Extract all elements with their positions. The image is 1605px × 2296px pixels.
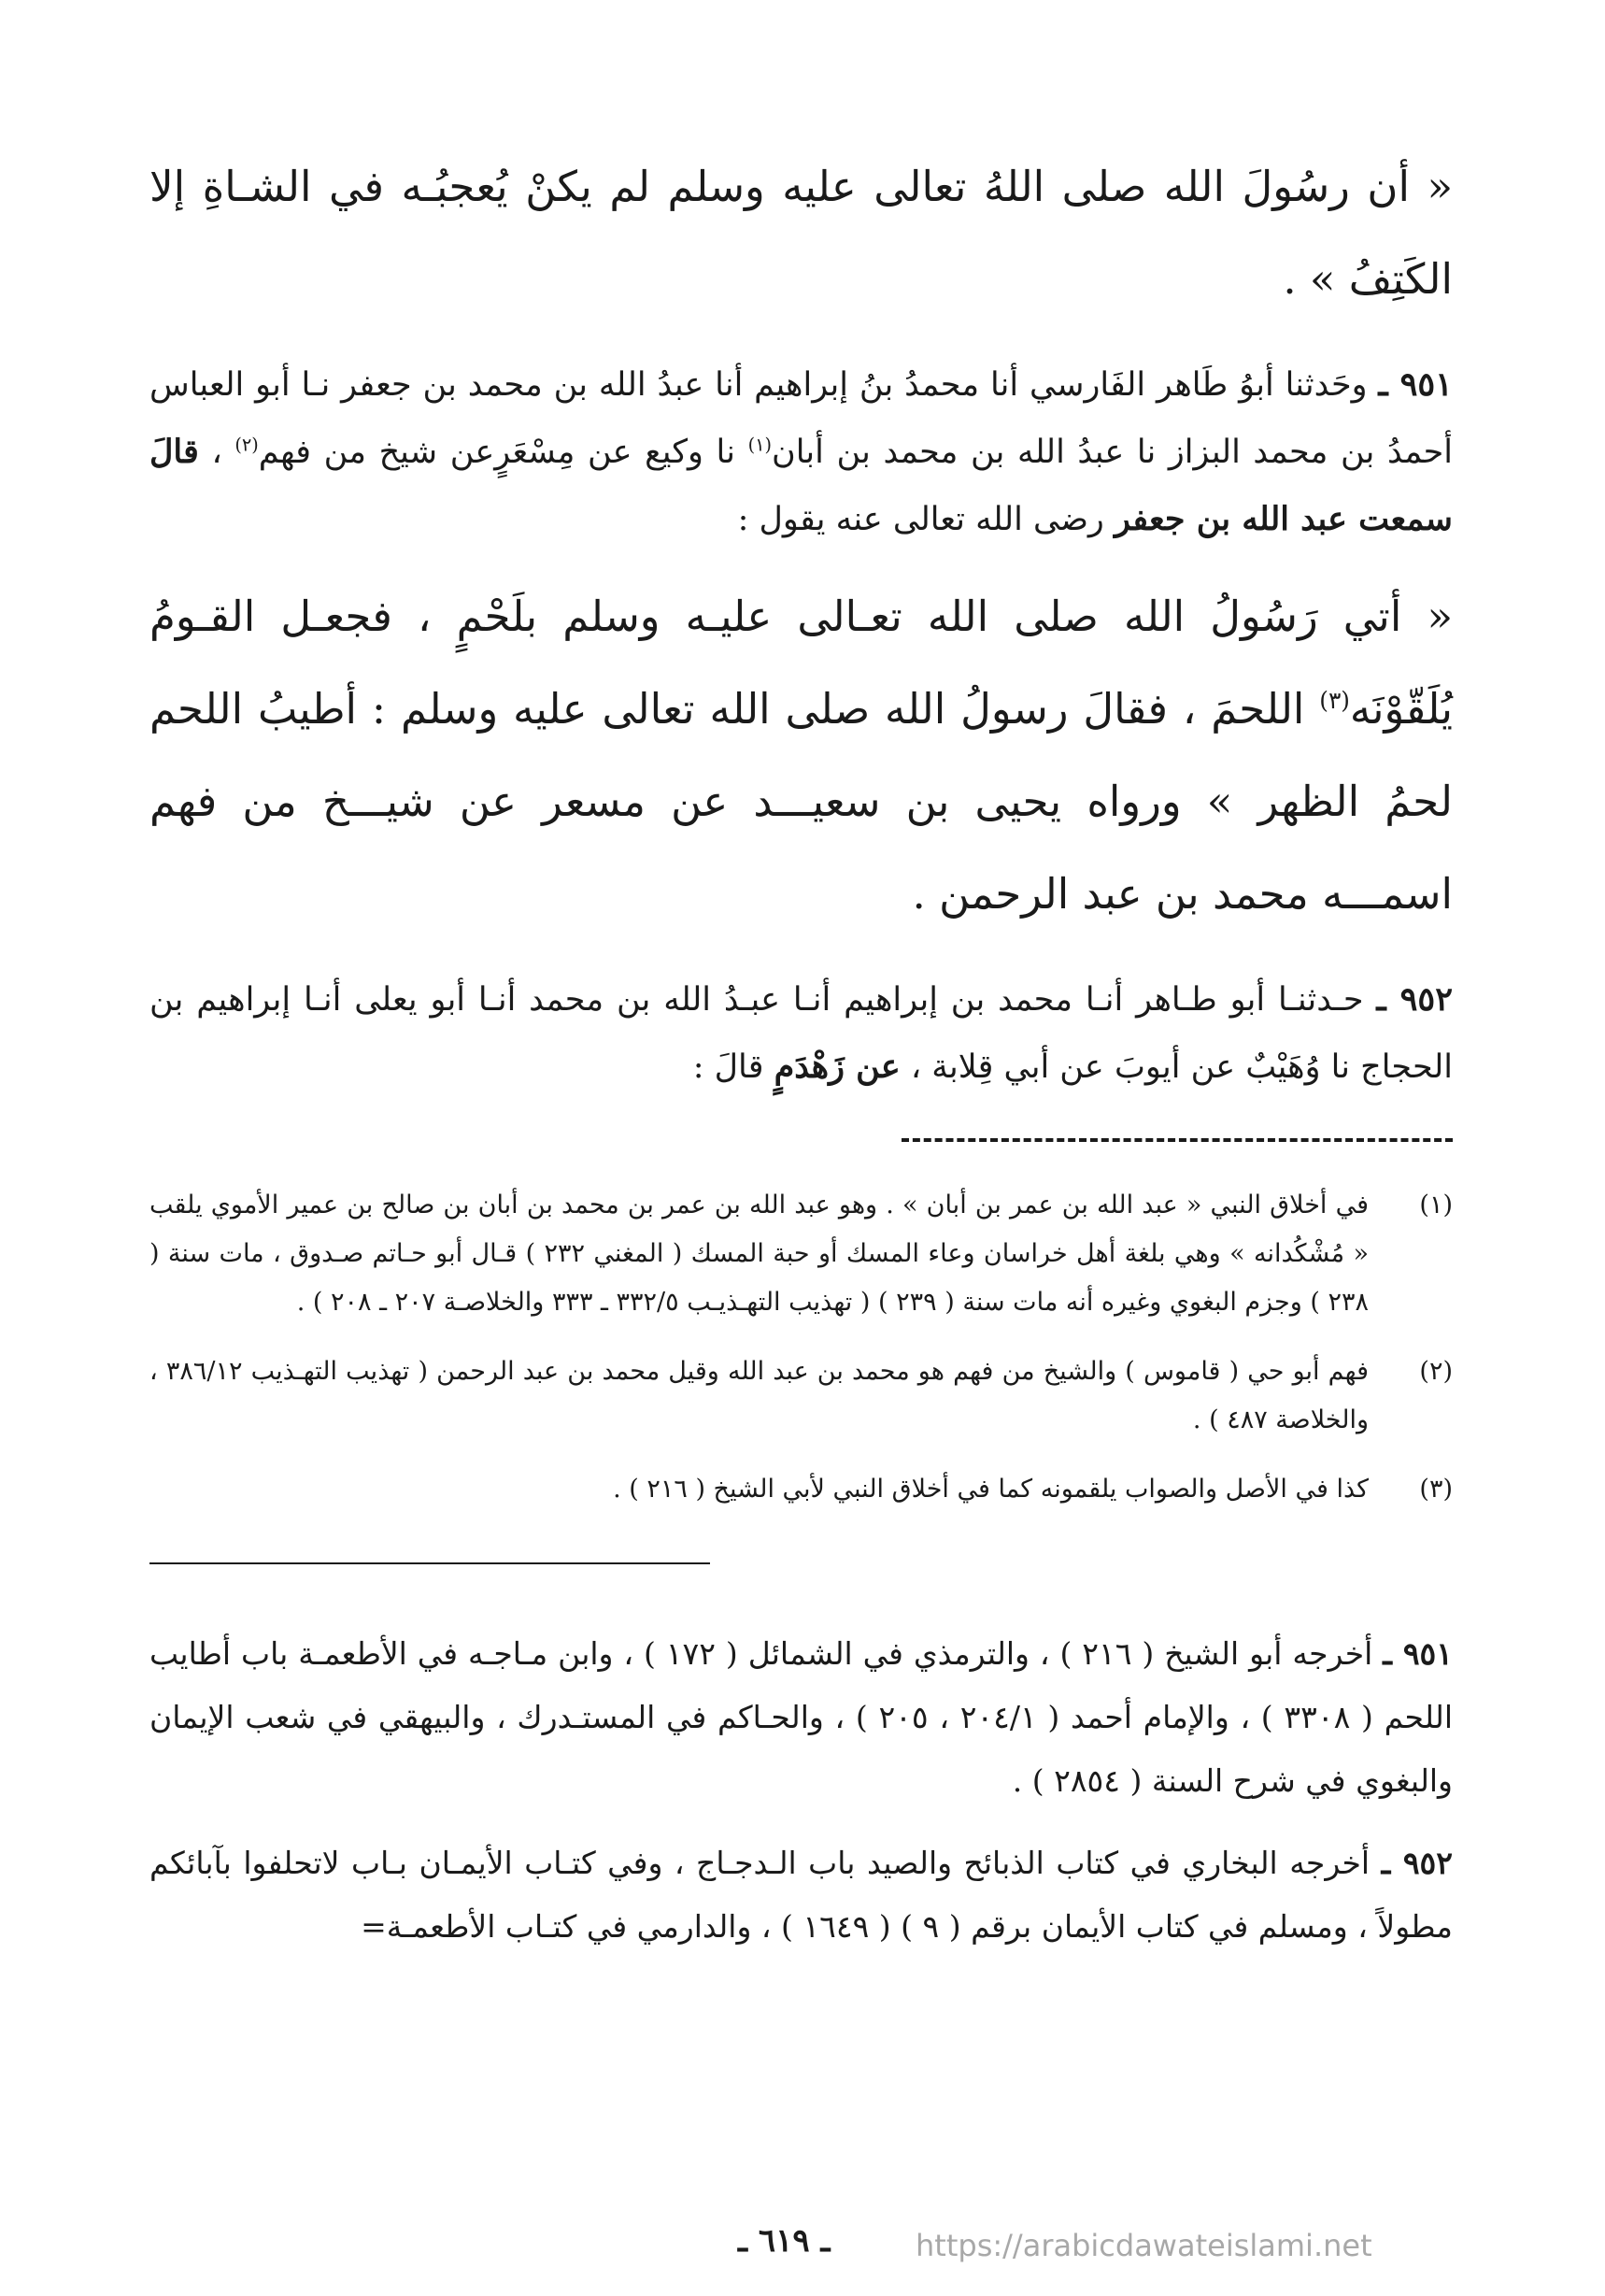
takhrij-separator: [149, 1562, 710, 1564]
hadith-950-matn: [149, 140, 1453, 325]
hadith-951-number: ٩٥١ ـ: [1378, 365, 1453, 404]
footnote-marker: (١): [1419, 1191, 1453, 1219]
takhrij-number: ٩٥٢ ـ: [1381, 1845, 1453, 1881]
footnote-ref-2[interactable]: (٢): [234, 434, 259, 456]
page-content: [149, 140, 1453, 1959]
footnote-text: في أخلاق النبي « عبد الله بن عمر بن أبان » . وهو عبد الله بن عمر بن محمد بن أبان بن صالح بن عمير الأموي يلقب « مُشْكُدانه » وهي بلغة أهل خراسان وعاء المسك أو حبة المسك ( المغني ٢٣٢ ) قـال أبو حـاتم صـدوق ، مات سنة ( ٢٣٨ ) وجزم البغوي وغيره أنه مات سنة ( ٢٣٩ ) ( تهذيب التهـذيـب ٣٣٢/٥ ـ ٣٣٣ والخلاصـة ٢٠٧ ـ ٢٠٨ ) .: [149, 1191, 1369, 1317]
footnote-item: [149, 1181, 1453, 1327]
watermark-url: https://arabicdawateislami.net: [916, 2228, 1372, 2263]
takhrij-item: [149, 1832, 1453, 1959]
footnote-item: [149, 1465, 1453, 1514]
takhrij-notes: [149, 1622, 1453, 1959]
hadith-952-isnad: [149, 966, 1453, 1101]
hadith-952-number: ٩٥٢ ـ: [1376, 980, 1453, 1019]
hadith-951-isnad-pre: وحَدثنا أبوُ طَاهر الفَارسي أنا محمدُ بنُ إبراهيم أنا عبدُ الله بن محمد بن جعفر نـا أبو العباس أحمدُ بن محمد البزاز نا عبدُ الله بن محمد بن أبان: [149, 366, 1453, 471]
footnote-ref-1[interactable]: (١): [747, 434, 772, 456]
takhrij-text: أخرجه أبو الشيخ ( ٢١٦ ) ، والترمذي في الشمائل ( ١٧٢ ) ، وابن مـاجـه في الأطعمـة باب أطايب اللحم ( ٣٣٠٨ ) ، والإمام أحمد ( ٢٠٤/١ ، ٢٠٥ ) ، والحـاكم في المستـدرك ، والبيهقي في شعب الإيمان والبغوي في شرح السنة ( ٢٨٥٤ ) .: [149, 1635, 1453, 1799]
footnotes: [149, 1181, 1453, 1514]
footnote-marker: (٢): [1419, 1357, 1453, 1386]
footnote-item: [149, 1348, 1453, 1445]
hadith-951-matn-pre: « أتي رَسُولُ الله صلى الله تعـالى عليـه وسلم بلَحْمٍ ، فجعـل القـومُ يُلَقّوْنَه: [149, 592, 1453, 734]
takhrij-item: [149, 1622, 1453, 1813]
hadith-951-isnad-post: رضى الله تعالى عنه يقول :: [737, 501, 1104, 538]
hadith-951-matn-post: اللحمَ ، فقالَ رسولُ الله صلى الله تعالى عليه وسلم : أطيبُ اللحم لحمُ الظهر » ورواه يحيى بن سعيـــد عن مسعر عن شيـــخ من فهم اسمـــه محمد بن عبد الرحمن .: [149, 684, 1453, 919]
takhrij-text: أخرجه البخاري في كتاب الذبائح والصيد باب الـدجـاج ، وفي كتـاب الأيمـان بـاب لاتحلفوا بآبائكم مطولاً ، ومسلم في كتاب الأيمان برقم ( ٩ ) ( ١٦٤٩ ) ، والدارمي في كتـاب الأطعمـة=: [149, 1845, 1453, 1945]
footnote-ref-3[interactable]: (٣): [1319, 687, 1350, 714]
hadith-952-isnad-pre: حـدثنـا أبو طـاهر أنـا محمد بن إبراهيم أنـا عبـدُ الله بن محمد أنـا أبو يعلى أنـا إبراهيم بن الحجاج نا وُهَيْبٌ عن أيوبَ عن أبي قِلابة ،: [149, 981, 1453, 1086]
hadith-952-isnad-post: قالَ :: [692, 1048, 764, 1086]
footnote-marker: (٣): [1419, 1475, 1453, 1504]
hadith-950-text: « أن رسُولَ الله صلى اللهُ تعالى عليه وسلم لم يكنْ يُعجبُـه في الشـاةِ إلا الكَتِفُ » .: [149, 162, 1453, 304]
hadith-951-matn: [149, 570, 1453, 940]
hadith-951-narrator: قالَ سمعت عبد الله بن جعفر: [149, 433, 1453, 538]
hadith-951-isnad-mid: نا وكيع عن مِسْعَرٍعن شيخ من فهم: [258, 434, 735, 471]
takhrij-number: ٩٥١ ـ: [1383, 1635, 1453, 1672]
footnote-text: فهم أبو حي ( قاموس ) والشيخ من فهم هو محمد بن عبد الله وقيل محمد بن عبد الرحمن ( تهذيب التهـذيب ٣٨٦/١٢ ، والخلاصة ٤٨٧ ) .: [149, 1357, 1370, 1434]
page-number: ـ ٦١٩ ـ: [738, 2222, 831, 2260]
footnote-text: كذا في الأصل والصواب يلقمونه كما في أخلاق النبي لأبي الشيخ ( ٢١٦ ) .: [613, 1475, 1369, 1504]
hadith-952-narrator: عن زَهْدَمٍ: [774, 1048, 901, 1086]
hadith-951-isnad-sep: ،: [211, 434, 222, 471]
page-footer: [0, 2222, 1605, 2269]
footnote-separator: [902, 1138, 1453, 1142]
hadith-951-isnad: [149, 351, 1453, 553]
